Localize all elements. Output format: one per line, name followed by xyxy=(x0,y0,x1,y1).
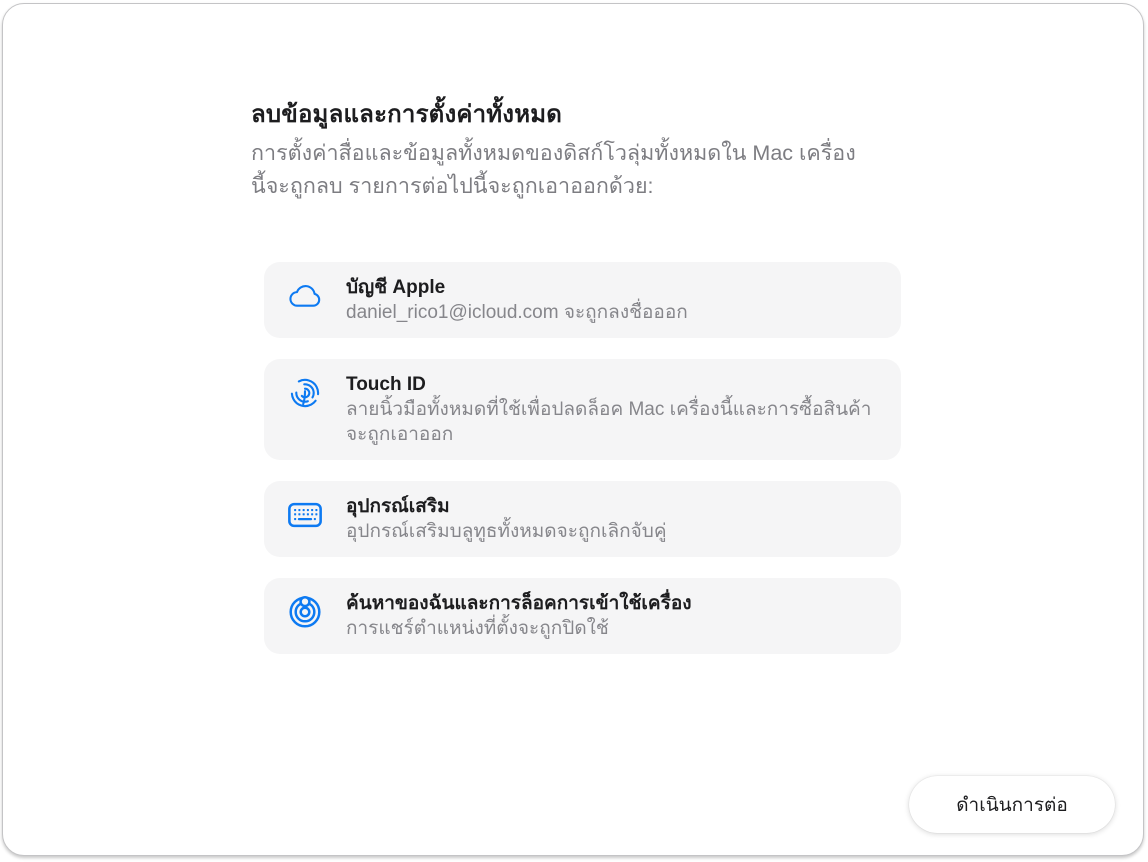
list-item-title: ค้นหาของฉันและการล็อคการเข้าใช้เครื่อง xyxy=(346,593,692,614)
continue-button[interactable]: ดำเนินการต่อ xyxy=(909,776,1115,833)
removed-items-list xyxy=(264,262,901,654)
page-description xyxy=(251,137,919,203)
touch-id-icon xyxy=(288,376,322,410)
list-item-title: Touch ID xyxy=(346,374,426,395)
page-description-line: นี้จะถูกลบ รายการต่อไปนี้จะถูกเอาออกด้วย: xyxy=(251,174,654,198)
page-title: ลบข้อมูลและการตั้งค่าทั้งหมด xyxy=(251,101,563,128)
list-item-description: การแชร์ตำแหน่งที่ตั้งจะถูกปิดใช้ xyxy=(346,618,609,639)
header xyxy=(251,96,919,203)
list-item-title: อุปกรณ์เสริม xyxy=(346,496,450,517)
list-item-accessories xyxy=(264,481,901,557)
erase-assistant-window xyxy=(2,3,1144,856)
list-item-apple-account xyxy=(264,262,901,338)
list-item-description: ลายนิ้วมือทั้งหมดที่ใช้เพื่อปลดล็อค Mac เครื่องนี้และการซื้อสินค้า xyxy=(346,399,872,420)
list-item-description: จะถูกเอาออก xyxy=(346,424,454,445)
find-my-icon xyxy=(288,595,322,629)
list-item-description: อุปกรณ์เสริมบลูทูธทั้งหมดจะถูกเลิกจับคู่ xyxy=(346,521,667,542)
list-item-touch-id xyxy=(264,359,901,460)
list-item-description: daniel_rico1@icloud.com จะถูกลงชื่อออก xyxy=(346,302,688,323)
list-item-title: บัญชี Apple xyxy=(346,277,446,298)
icloud-icon xyxy=(288,279,322,313)
keyboard-icon xyxy=(288,498,322,532)
list-item-find-my xyxy=(264,578,901,654)
page-description-line: การตั้งค่าสื่อและข้อมูลทั้งหมดของดิสก์โวลุ่มทั้งหมดใน Mac เครื่อง xyxy=(251,141,856,165)
